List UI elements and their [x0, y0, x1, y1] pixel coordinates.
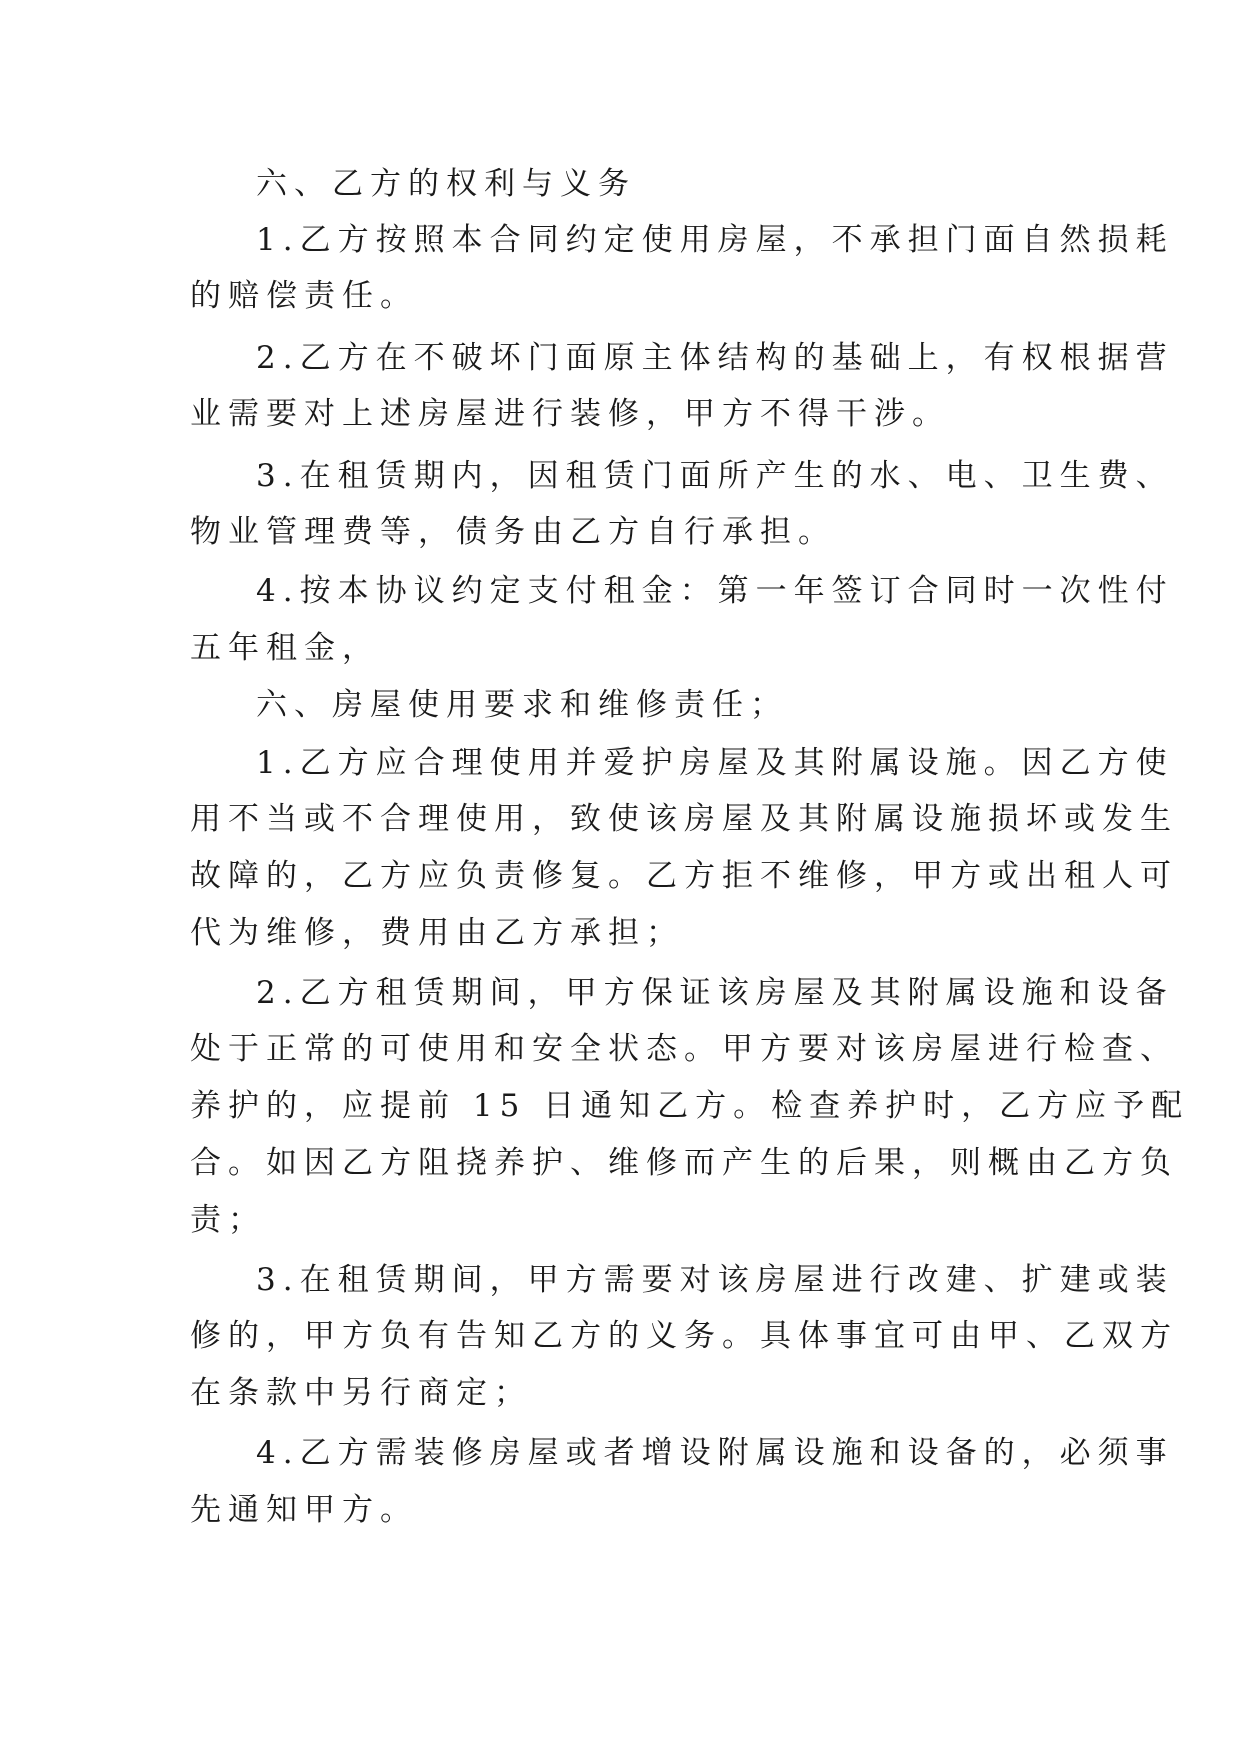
section-heading: 六、乙方的权利与义务 [256, 166, 636, 202]
paragraph-line: 的赔偿责任。 [190, 278, 418, 314]
paragraph-line: 2.乙方在不破坏门面原主体结构的基础上，有权根据营 [256, 340, 1174, 376]
paragraph-line: 3.在租赁期间，甲方需要对该房屋进行改建、扩建或装 [256, 1262, 1174, 1298]
paragraph-line: 3.在租赁期内，因租赁门面所产生的水、电、卫生费、 [256, 458, 1174, 494]
paragraph-line: 养护的，应提前 15 日通知乙方。检查养护时，乙方应予配 [190, 1088, 1190, 1124]
paragraph-line: 先通知甲方。 [190, 1492, 418, 1528]
paragraph-line: 物业管理费等，债务由乙方自行承担。 [190, 514, 836, 550]
paragraph-line: 4.乙方需装修房屋或者增设附属设施和设备的，必须事 [256, 1435, 1174, 1471]
paragraph-line: 合。如因乙方阻挠养护、维修而产生的后果，则概由乙方负 [190, 1145, 1178, 1181]
paragraph-line: 在条款中另行商定； [190, 1375, 532, 1411]
paragraph-line: 2.乙方租赁期间，甲方保证该房屋及其附属设施和设备 [256, 975, 1174, 1011]
section-heading: 六、房屋使用要求和维修责任； [256, 687, 788, 723]
paragraph-line: 处于正常的可使用和安全状态。甲方要对该房屋进行检查、 [190, 1031, 1178, 1067]
paragraph-line: 4.按本协议约定支付租金：第一年签订合同时一次性付 [256, 573, 1174, 609]
paragraph-line: 1.乙方按照本合同约定使用房屋，不承担门面自然损耗 [256, 222, 1174, 258]
paragraph-line: 1.乙方应合理使用并爱护房屋及其附属设施。因乙方使 [256, 745, 1174, 781]
paragraph-line: 业需要对上述房屋进行装修，甲方不得干涉。 [190, 396, 950, 432]
paragraph-line: 五年租金， [190, 630, 380, 666]
paragraph-line: 修的，甲方负有告知乙方的义务。具体事宜可由甲、乙双方 [190, 1318, 1178, 1354]
paragraph-line: 用不当或不合理使用，致使该房屋及其附属设施损坏或发生 [190, 801, 1178, 837]
paragraph-line: 代为维修，费用由乙方承担； [190, 915, 684, 951]
paragraph-line: 故障的，乙方应负责修复。乙方拒不维修，甲方或出租人可 [190, 858, 1178, 894]
paragraph-line: 责； [190, 1202, 266, 1238]
